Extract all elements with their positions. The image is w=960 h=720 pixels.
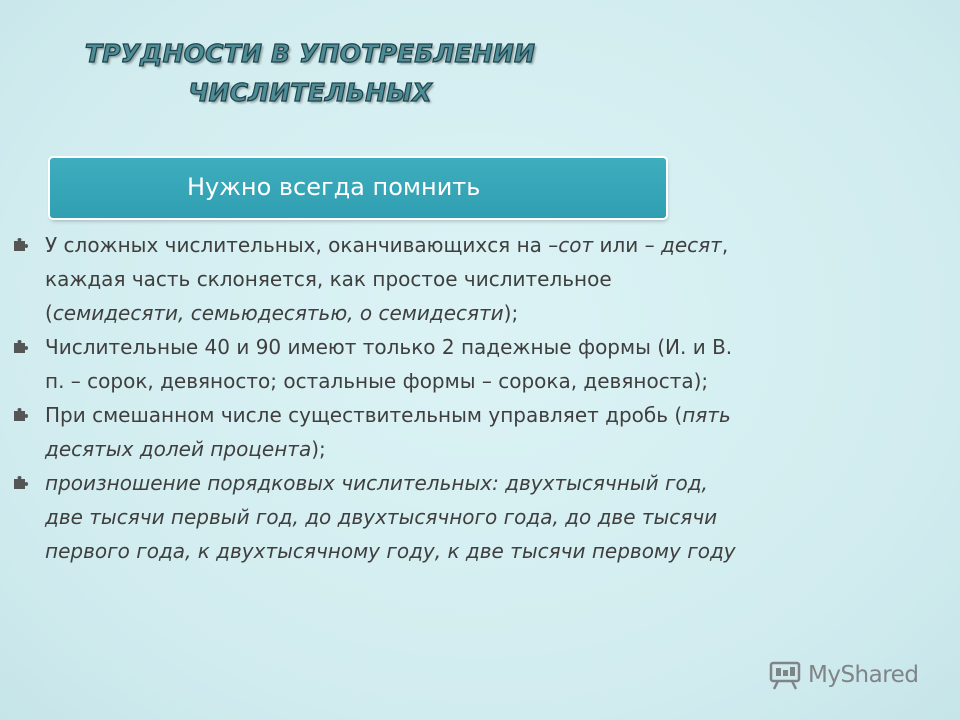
- bullet-1-text-d: десят: [661, 233, 722, 257]
- bullet-1-text-c: или –: [593, 233, 662, 257]
- puzzle-bullet-icon: [12, 338, 28, 354]
- bullet-item-1: [10, 228, 750, 330]
- bullet-item-4: [10, 466, 750, 568]
- presentation-board-icon: [768, 658, 802, 692]
- puzzle-bullet-icon: [12, 406, 28, 422]
- bullet-4-text: произношение порядковых числительных: двухтысячный год, две тысячи первый год, до двухтысячного года, до две тысячи первого года, к двухтысячному году, к две тысячи первому году: [45, 471, 736, 563]
- bullet-2-text: Числительные 40 и 90 имеют только 2 падежные формы (И. и В. п. – сорок, девяносто; остальные формы – сорока, девяноста);: [45, 335, 733, 393]
- puzzle-bullet-icon: [12, 474, 28, 490]
- myshared-watermark: [768, 658, 918, 692]
- watermark-text: MyShared: [808, 662, 919, 688]
- slide-title-line-1: ТРУДНОСТИ В УПОТРЕБЛЕНИИ: [84, 39, 536, 68]
- slide-title: [60, 34, 560, 112]
- bullet-item-3: [10, 398, 750, 466]
- bullet-item-2: [10, 330, 750, 398]
- bullet-1-text-b: –сот: [548, 233, 594, 257]
- bullet-1-text-a: У сложных числительных, оканчивающихся на: [45, 233, 549, 257]
- bullet-1-text-g: );: [503, 301, 519, 325]
- slide-title-line-2: ЧИСЛИТЕЛЬНЫХ: [188, 78, 432, 107]
- bullet-3-text-c: );: [311, 437, 326, 461]
- puzzle-bullet-icon: [12, 236, 28, 252]
- bullet-1-text-f: семидесяти, семьюдесятью, о семидесяти: [52, 301, 504, 325]
- bullet-3-text-a: При смешанном числе существительным управляет дробь (: [45, 403, 683, 427]
- bullet-1-text-e: , каждая часть склоняется, как простое числительное (: [45, 233, 729, 325]
- subtitle-banner-text: Нужно всегда помнить: [187, 173, 481, 201]
- bullet-list: [10, 228, 750, 568]
- bullet-3-text-b: пять десятых долей процента: [45, 403, 731, 461]
- subtitle-banner: [50, 158, 666, 218]
